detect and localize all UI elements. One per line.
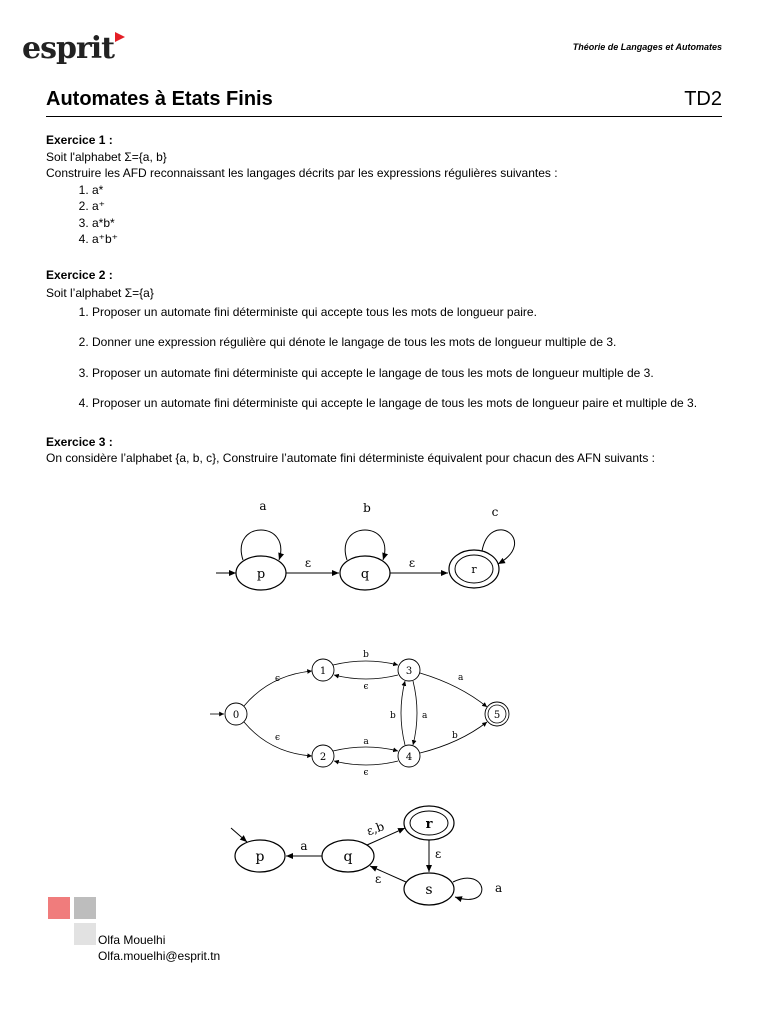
edge-label: a — [422, 711, 428, 721]
automaton-3 — [225, 800, 525, 912]
edge-3-5 — [420, 673, 487, 707]
list-item: 4. a⁺b⁺ — [92, 231, 726, 248]
edge-label: a — [495, 881, 503, 895]
edge-label: ε — [408, 556, 416, 570]
loop-s — [453, 878, 482, 899]
edge-label: ε — [375, 872, 382, 886]
edge-label: b — [363, 650, 369, 660]
loop-label: c — [491, 505, 499, 519]
ex1-list — [46, 182, 726, 248]
edge-3-4 — [413, 681, 417, 745]
logo-flag-icon — [115, 32, 125, 42]
edge-label: b — [452, 731, 458, 741]
state-label: 4 — [405, 752, 413, 763]
automaton-1 — [210, 500, 530, 600]
ex1-heading: Exercice 1 : — [46, 133, 113, 147]
edge-label: a — [363, 737, 369, 747]
content — [46, 132, 726, 467]
ex2-list — [46, 304, 726, 412]
edge-label: a — [458, 673, 464, 683]
ex1-instruction: Construire les AFD reconnaissant les langages décrits par les expressions régulières suivantes : — [46, 166, 558, 180]
page-title: Automates à Etats Finis — [46, 88, 273, 110]
list-item: 2. a⁺ — [92, 198, 726, 215]
ex2-heading: Exercice 2 : — [46, 267, 113, 282]
footer — [98, 932, 220, 964]
loop-label: a — [259, 500, 267, 513]
initial-arrow — [231, 828, 247, 842]
edge-3-1 — [334, 675, 398, 679]
ex2-alphabet: Soit l’alphabet Σ={a} — [46, 286, 154, 300]
state-label: 0 — [232, 710, 240, 721]
author-email: Olfa.mouelhi@esprit.tn — [98, 949, 221, 963]
edge-4-2 — [334, 761, 398, 765]
footer-square-gray — [74, 897, 96, 919]
loop-label: b — [363, 501, 371, 515]
ex3-heading: Exercice 3 : — [46, 434, 113, 449]
edge-label: ε,b — [364, 819, 387, 839]
state-label: p — [256, 567, 266, 582]
state-label: s — [425, 882, 433, 898]
state-label: r — [471, 563, 477, 576]
ex1-alphabet: Soit l'alphabet Σ={a, b} — [46, 149, 167, 164]
edge-label: ϵ — [275, 733, 281, 743]
ex3-instruction: On considère l’alphabet {a, b, c}, Construire l’automate fini déterministe équivalent pour chacun des AFN suivants : — [46, 451, 656, 465]
author-name: Olfa Mouelhi — [98, 933, 166, 947]
td-number: TD2 — [684, 88, 722, 110]
title-row — [46, 86, 722, 117]
state-label: q — [343, 849, 353, 865]
automaton-2 — [200, 645, 520, 785]
list-item: 4. Proposer un automate fini déterministe qui accepte le langage de tous les mots de longueur paire et multiple de 3. — [92, 395, 726, 412]
state-label: 2 — [319, 752, 327, 763]
list-item: 3. Proposer un automate fini déterministe qui accepte le langage de tous les mots de longueur multiple de 3. — [92, 365, 726, 382]
edge-4-3 — [401, 681, 405, 745]
state-label: p — [255, 849, 265, 865]
footer-square-red — [48, 897, 70, 919]
state-label: 5 — [493, 710, 501, 721]
list-item: 3. a*b* — [92, 215, 726, 232]
list-item: 1. a* — [92, 182, 726, 199]
state-label: q — [360, 567, 370, 582]
esprit-logo — [22, 22, 132, 74]
edge-label: ε — [304, 556, 312, 570]
list-item: 2. Donner une expression régulière qui dénote le langage de tous les mots de longueur multiple de 3. — [92, 334, 726, 351]
state-label: r — [425, 817, 433, 832]
edge-label: ε — [435, 847, 442, 861]
edge-label: ϵ — [275, 674, 281, 684]
edge-label: ϵ — [363, 682, 369, 692]
list-item: 1. Proposer un automate fini déterministe qui accepte tous les mots de longueur paire. — [92, 304, 726, 321]
logo-text: esprit — [22, 31, 115, 66]
edge-label: a — [300, 839, 308, 853]
state-label: 3 — [405, 666, 413, 677]
course-name: Théorie de Langages et Automates — [572, 42, 722, 52]
edge-2-4 — [333, 747, 398, 751]
state-label: 1 — [319, 666, 327, 677]
footer-square-light — [74, 923, 96, 945]
edge-label: b — [390, 711, 396, 721]
edge-1-3 — [333, 661, 398, 665]
edge-label: ϵ — [363, 768, 369, 778]
